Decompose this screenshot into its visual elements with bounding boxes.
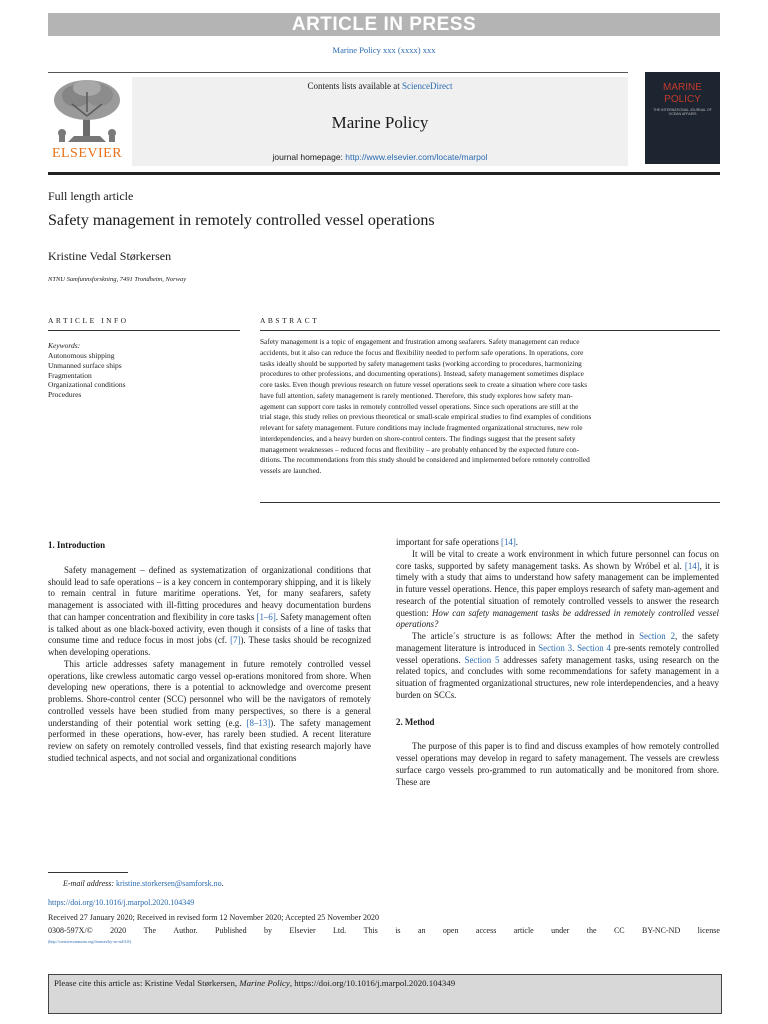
license-word: article (513, 926, 534, 935)
author-affiliation: NTNU Samfunnsforskning, 7491 Trondheim, Norway (48, 276, 187, 283)
abstract-line: management weaknesses – reduced focus and flexibility – are probably enhanced by the expected future con- (260, 444, 580, 454)
homepage-link[interactable]: http://www.elsevier.com/locate/marpol (345, 152, 488, 162)
citation-link[interactable]: [1–6] (256, 611, 276, 622)
body-paragraph (396, 631, 719, 702)
contents-prefix: Contents lists available at (307, 81, 402, 91)
section-link[interactable]: Section 5 (464, 654, 500, 665)
received-dates: Received 27 January 2020; Received in revised form 12 November 2020; Accepted 25 November 2020 (48, 913, 380, 922)
license-word: Author. (173, 926, 198, 935)
abstract-rule (260, 330, 720, 331)
email-label: E-mail address: (63, 879, 115, 888)
text-run: pre-sents remotely controlled vessel operations. (396, 642, 719, 665)
keywords-list (48, 351, 126, 400)
license-word: This (363, 926, 378, 935)
journal-info-box (132, 77, 628, 166)
keywords-label: Keywords: (48, 341, 81, 350)
citation-box (48, 974, 722, 1014)
license-word: access (475, 926, 497, 935)
abstract-line: Safety management is a topic of engagement and frustration among seafarers. Safety management can reduce (260, 337, 580, 346)
text-run: addresses safety management tasks, using research on the related topics, and concludes with some recommendations for safety management in a situation of fragmented organizational structures, new role interdependencies, and a heavy burden on SCCs. (396, 654, 719, 700)
email-link[interactable]: kristine.storkersen@samforsk.no (116, 879, 222, 888)
body-paragraph (396, 537, 719, 549)
journal-cover[interactable] (645, 72, 720, 164)
section-link[interactable]: Section 4 (577, 642, 611, 653)
elsevier-tree-icon (48, 78, 126, 144)
masthead (48, 72, 720, 166)
abstract-line: vessels are launched. (260, 466, 322, 475)
text-run: The article´s structure is as follows: After the method in (412, 631, 640, 641)
license-word: BY-NC-ND (642, 926, 681, 935)
citation-link[interactable]: [14] (501, 537, 516, 547)
license-word: Ltd. (333, 926, 347, 935)
abstract-text (260, 337, 720, 477)
abstract-line: have full attention, safety management is rarely mentioned. Therefore, this study explores how safety man- (260, 390, 573, 400)
homepage-prefix: journal homepage: (272, 152, 346, 162)
license-word: the (586, 926, 597, 935)
section-link[interactable]: Section 2 (639, 631, 676, 641)
citation-link[interactable]: [14] (684, 560, 700, 571)
text-run: ). The safety management performed in these operations, how-ever, has rarely been studied. A recent literature review on safety on remotely controlled vessels, find that existing research majorly have studied technical aspects, and not social and organizational conditions (48, 717, 372, 763)
section-heading-introduction: 1. Introduction (48, 540, 106, 550)
article-info-heading: ARTICLE INFO (48, 316, 129, 325)
license-word: 2020 (110, 926, 127, 935)
cite-suffix[interactable]: , https://doi.org/10.1016/j.marpol.2020.104349 (289, 978, 456, 988)
cover-subtitle: THE INTERNATIONAL JOURNAL OF OCEAN AFFAIRS (653, 108, 712, 116)
license-line (48, 926, 720, 935)
abstract-line: accidents, but it also can reduce the focus and flexibility needed to perform safe operations. In operations, core (260, 347, 584, 357)
abstract-bottom-rule (260, 502, 720, 503)
abstract-line: relevant for safety management. Future conditions may include fragmented organizational structures, new role (260, 423, 583, 432)
keyword: Fragmentation (48, 370, 92, 380)
abstract-line: core tasks. Even though previous research on future vessel operations seek to create a situation where core tasks (260, 380, 588, 389)
license-word: The (143, 926, 156, 935)
doi-link[interactable]: https://doi.org/10.1016/j.marpol.2020.104349 (48, 898, 195, 907)
article-title: Safety management in remotely controlled vessel operations (48, 212, 435, 229)
research-question: How can safety management tasks be addressed in remotely controlled vessel operations? (396, 607, 719, 630)
license-word: CC (613, 926, 625, 935)
abstract-line: tasks ideally should be supported by safety management tasks (working according to procedures, harmonizing (260, 358, 582, 368)
text-run: important for safe operations (396, 537, 501, 547)
cover-title-line-1: MARINE (663, 82, 702, 93)
license-word: 0308-597X/© (48, 926, 93, 935)
cover-title (645, 82, 720, 106)
license-word: is (395, 926, 401, 935)
sciencedirect-link[interactable]: ScienceDirect (402, 81, 453, 91)
author-email-line (63, 879, 224, 888)
license-word: license (697, 926, 720, 935)
abstract-heading: ABSTRACT (260, 316, 320, 325)
license-word: under (551, 926, 570, 935)
cite-prefix: Please cite this article as: Kristine Vedal Størkersen, (54, 978, 240, 988)
section-gap (396, 702, 719, 714)
body-paragraph (48, 565, 371, 659)
abstract-line: agement can support core tasks in remotely controlled vessel operations. Since such operations are still at the (260, 401, 579, 411)
footnote-rule (48, 872, 128, 873)
journal-title: Marine Policy (331, 113, 429, 132)
author-name[interactable]: Kristine Vedal Størkersen (48, 249, 172, 263)
license-word: open (442, 926, 459, 935)
license-word: Published (215, 926, 247, 935)
section-heading-method: 2. Method (396, 716, 435, 727)
body-paragraph: The purpose of this paper is to find and discuss examples of how remotely controlled vessel operations may develop in regard to safety management. The vessels are crewless surface cargo vessels pro-grammed to run automatically and be monitored from shore. These are (396, 741, 719, 787)
section-link[interactable]: Section 3 (538, 642, 573, 653)
email-end: . (221, 879, 224, 888)
license-word: by (264, 926, 273, 935)
text-run: Safety management – defined as systematization of organizational conditions that should lead to safe operations – is a key concern in contemporary shipping, and it is likely to remain central in future maritime operations. Yet, for many seafarers, safety management is associated with ill-fitting procedures and heavy documentation burdens that can hamper concentration and flexibility in core tasks (48, 564, 371, 622)
publisher-name: ELSEVIER (51, 146, 123, 161)
text-run: , it is timely with a study that aims to understand how safety management can be implemented in future vessel operations. Hence, this paper employs research of safety man-agement and research of the potential situation of remotely controlled vessels to answer the research question: (396, 560, 719, 618)
license-word: an (417, 926, 426, 935)
cover-title-line-2: POLICY (664, 94, 701, 105)
keyword: Unmanned surface ships (48, 360, 122, 370)
text-run: . (515, 537, 519, 547)
abstract-line: interdependencies, and a heavy burden on shore-control centers. The findings suggest that the present safety (260, 433, 576, 443)
masthead-top-rule (48, 72, 628, 73)
license-word: Elsevier (289, 926, 316, 935)
body-paragraph (396, 549, 719, 631)
body-right-column (396, 537, 719, 788)
keyword: Autonomous shipping (48, 351, 115, 360)
body-left-column (48, 537, 371, 765)
citation-link[interactable]: [8–13] (246, 717, 271, 728)
article-info-rule (48, 330, 240, 331)
body-paragraph (48, 659, 371, 765)
citation-text (54, 978, 455, 988)
journal-reference[interactable]: Marine Policy xxx (xxxx) xxx (332, 45, 436, 55)
text-run: . Safety management often is talked about as one black-boxed activity, even though it consists of a line of tasks that consume time and reduce focus in most jobs (cf. (48, 611, 372, 646)
masthead-divider (48, 172, 720, 175)
article-type: Full length article (48, 189, 134, 203)
contents-line (132, 81, 628, 91)
cite-journal: Marine Policy (239, 978, 290, 988)
text-run: , the safety management literature is introduced in (396, 631, 719, 653)
abstract-line: procedures to other professions, and documenting operations). Instead, safety management sometimes displace (260, 369, 584, 379)
abstract-line: ditions. The recommendations from this study should be considered and implemented before remotely controlled (260, 455, 590, 465)
text-run: . (572, 642, 578, 653)
text-run: ). These tasks should be recognized when developing operations. (48, 635, 371, 657)
publisher-logo[interactable] (48, 78, 126, 166)
text-run: This article addresses safety management in future remotely controlled vessel operations, like crewless automatic cargo vessel op-erations monitored from shore. When developing new operations, there is a potential to acknowledge and overcome present problems. Shore-control center (SCC) personnel who will be the navigators of remotely controlled vessels have been studied from many perspectives, so there is a general understanding of their potential work setting (e.g. (48, 658, 371, 728)
license-url-link[interactable]: (http://creativecommons.org/licenses/by-nc-nd/4.0/). (48, 939, 133, 944)
keyword: Procedures (48, 390, 82, 400)
keyword: Organizational conditions (48, 380, 126, 390)
text-run: It will be vital to create a work environment in which future personnel can focus on core tasks, supported by safety management tasks. As shown by Wróbel et al. (396, 548, 719, 571)
citation-link[interactable]: [7] (230, 635, 241, 646)
journal-homepage (132, 152, 628, 162)
abstract-line: trial stage, this study relies on previous theoretical or small-scale empirical studies to find examples of conditions (260, 412, 592, 422)
article-in-press-banner: ARTICLE IN PRESS (48, 13, 720, 36)
